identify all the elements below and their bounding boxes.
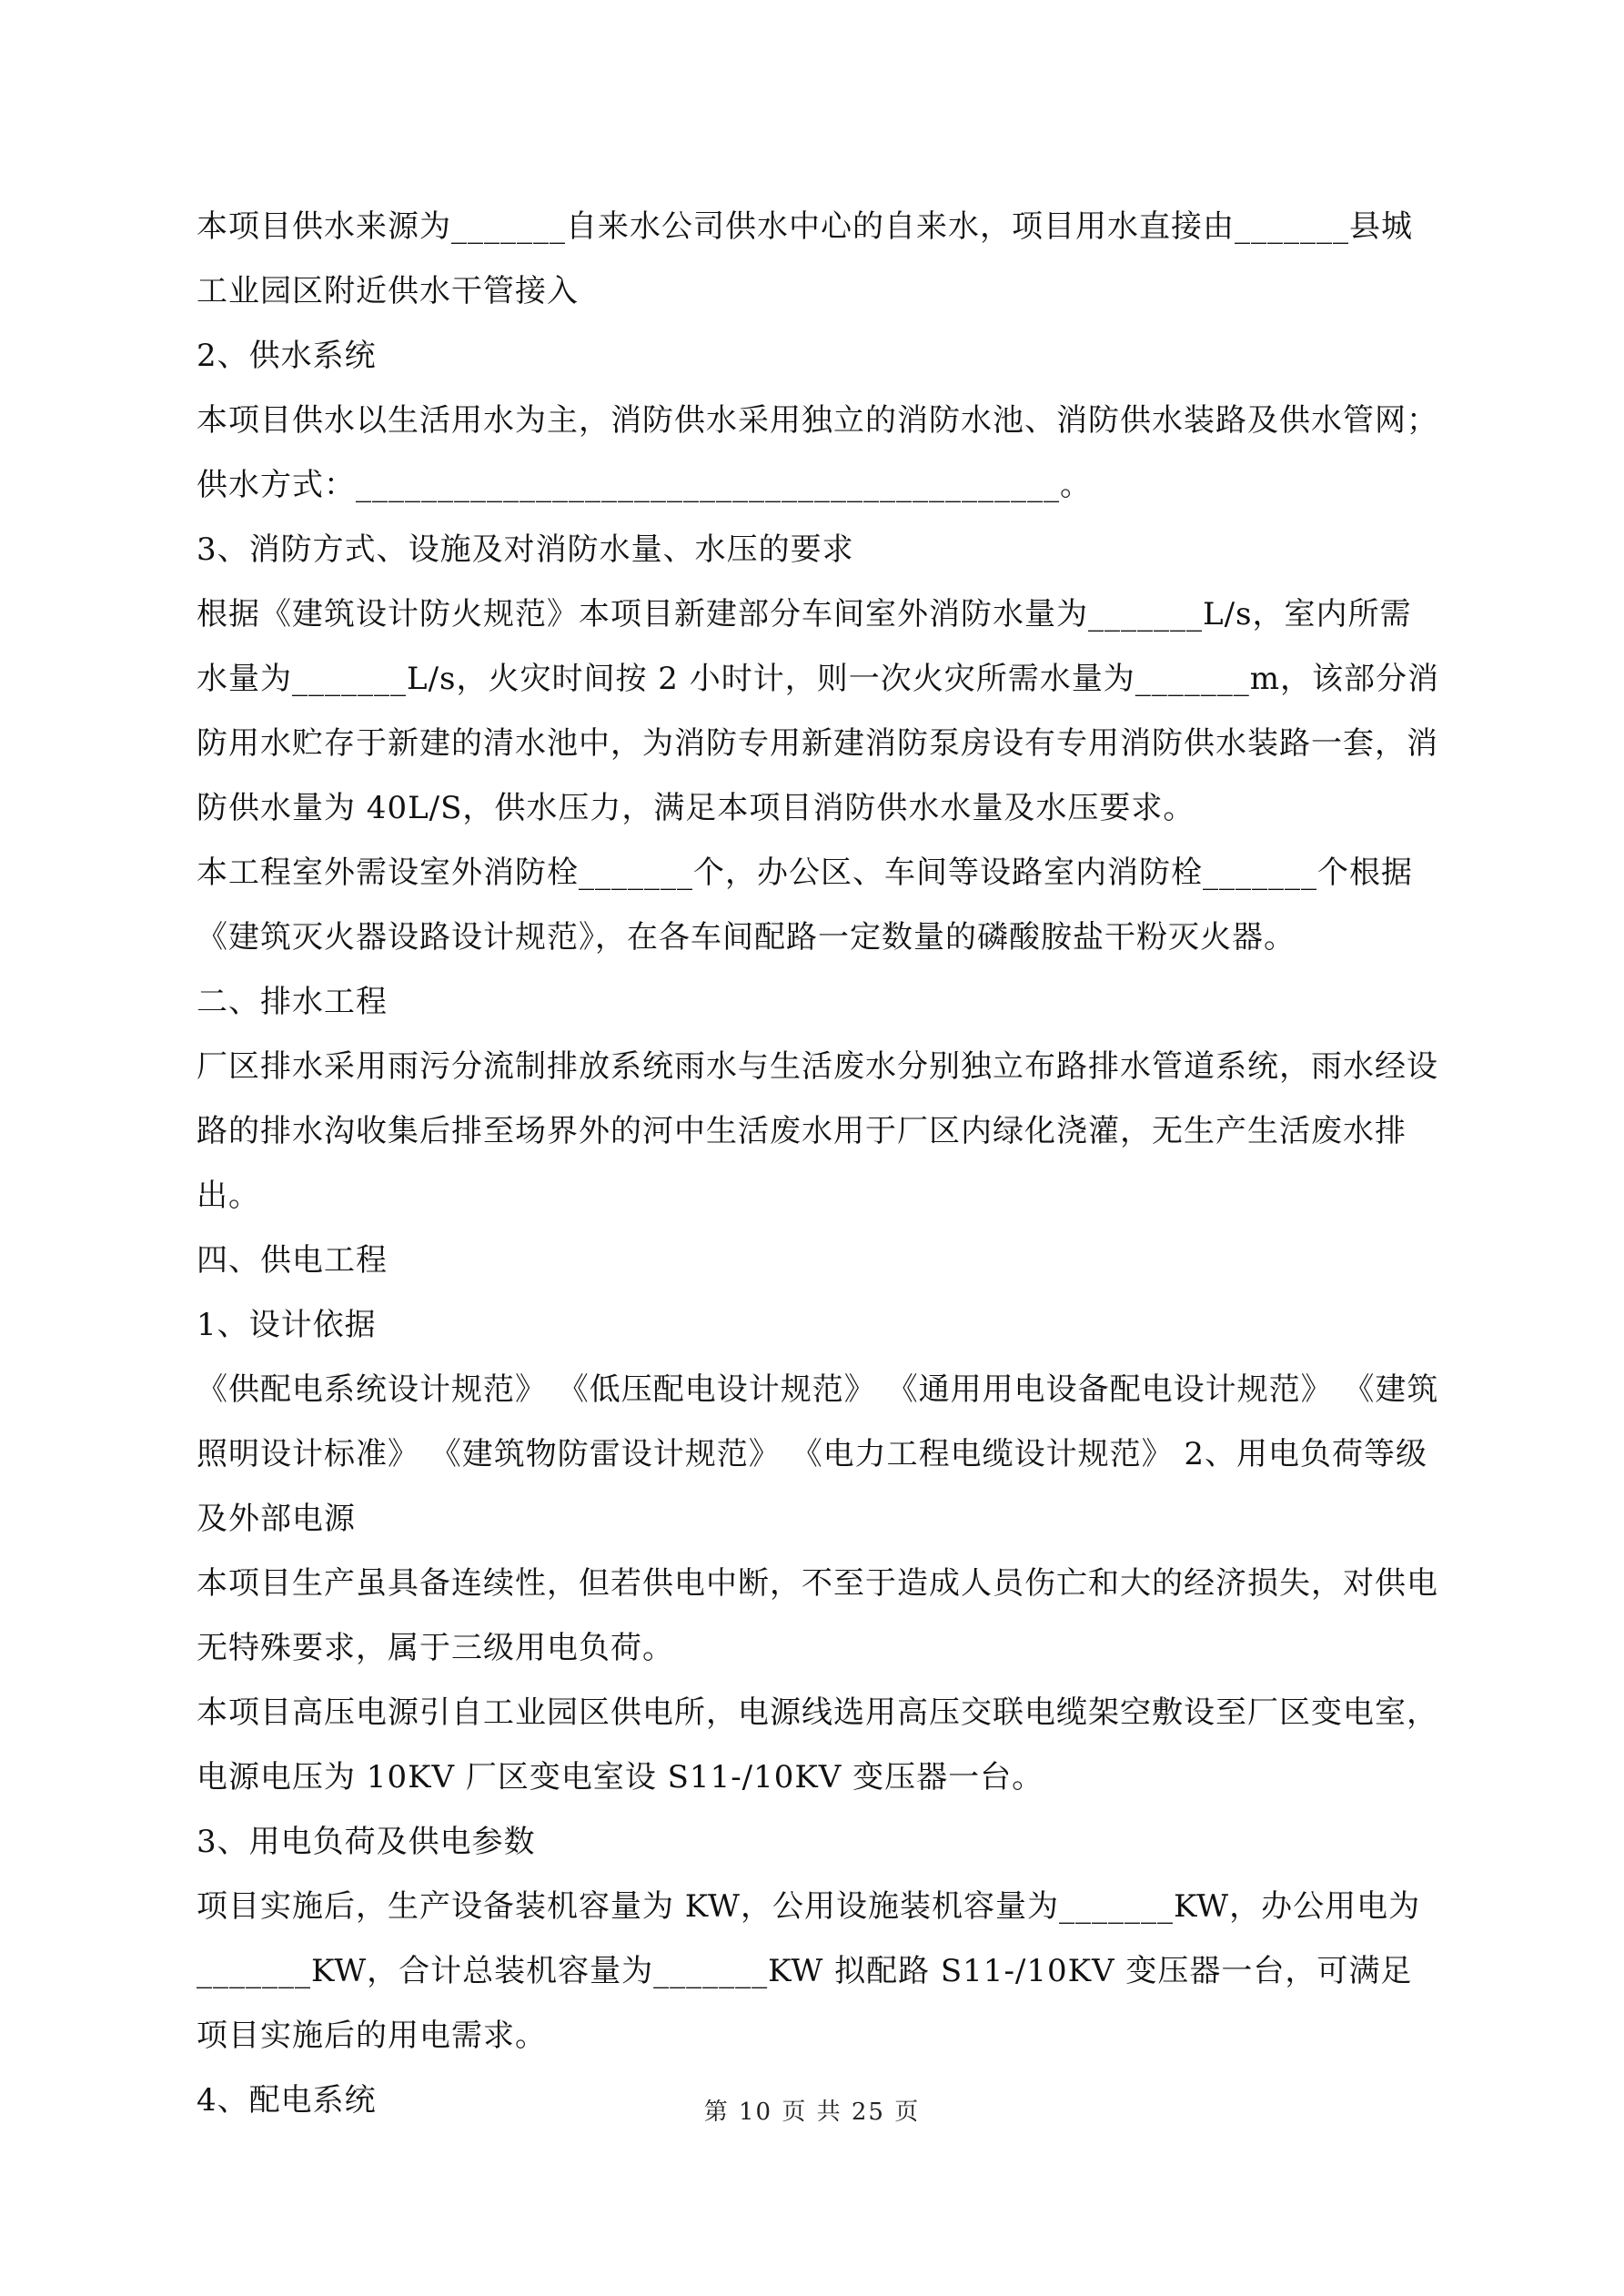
paragraph-fire-water-volume: 根据《建筑设计防火规范》本项目新建部分车间室外消防水量为_______L/s，室内所需水量为_______L/s，火灾时间按 2 小时计，则一次火灾所需水量为_______m，该部分消防用水贮存于新建的清水池中，为消防专用新建消防泵房设有专用消防供水装路一套，消防供水量为 40L/S，供水压力，满足本项目消防供水水量及水压要求。: [197, 596, 1439, 826]
paragraph-water-supply-method: 本项目供水以生活用水为主，消防供水采用独立的消防水池、消防供水装路及供水管网；供水方式：___________________________________________。: [197, 402, 1438, 503]
paragraph-water-source: 本项目供水来源为_______自来水公司供水中心的自来水，项目用水直接由_______县城工业园区附近供水干管接入: [197, 208, 1413, 309]
paragraph-design-standards: 《供配电系统设计规范》 《低压配电设计规范》 《通用用电设备配电设计规范》 《建筑照明设计标准》 《建筑物防雷设计规范》 《电力工程电缆设计规范》 2、用电负荷等级及外部电源: [197, 1371, 1439, 1537]
heading-load-parameters: 3、用电负荷及供电参数: [197, 1824, 536, 1860]
page-number-footer: 第 10 页 共 25 页: [703, 2099, 921, 2126]
heading-power-supply: 四、供电工程: [197, 1242, 388, 1279]
heading-design-basis: 1、设计依据: [197, 1307, 377, 1343]
heading-distribution-system: 4、配电系统: [197, 2082, 377, 2119]
paragraph-external-power: 本项目高压电源引自工业园区供电所，电源线选用高压交联电缆架空敷设至厂区变电室，电源电压为 10KV 厂区变电室设 S11-/10KV 变压器一台。: [197, 1694, 1438, 1795]
paragraph-fire-hydrants: 本工程室外需设室外消防栓_______个，办公区、车间等设路室内消防栓_______个根据《建筑灭火器设路设计规范》，在各车间配路一定数量的磷酸胺盐干粉灭火器。: [197, 855, 1413, 956]
heading-drainage: 二、排水工程: [197, 984, 388, 1020]
paragraph-installed-capacity: 项目实施后，生产设备装机容量为 KW，公用设施装机容量为_______KW，办公用电为_______KW，合计总装机容量为_______KW 拟配路 S11-/10KV 变压器一台，可满足项目实施后的用电需求。: [197, 1888, 1421, 2054]
heading-fire-protection: 3、消防方式、设施及对消防水量、水压的要求: [197, 531, 854, 568]
body-text: [197, 195, 1443, 2133]
heading-water-supply-system: 2、供水系统: [197, 338, 377, 374]
paragraph-load-level: 本项目生产虽具备连续性，但若供电中断，不至于造成人员伤亡和大的经济损失，对供电无特殊要求，属于三级用电负荷。: [197, 1565, 1438, 1666]
paragraph-drainage-system: 厂区排水采用雨污分流制排放系统雨水与生活废水分别独立布路排水管道系统，雨水经设路的排水沟收集后排至场界外的河中生活废水用于厂区内绿化浇灌，无生产生活废水排出。: [197, 1048, 1438, 1214]
